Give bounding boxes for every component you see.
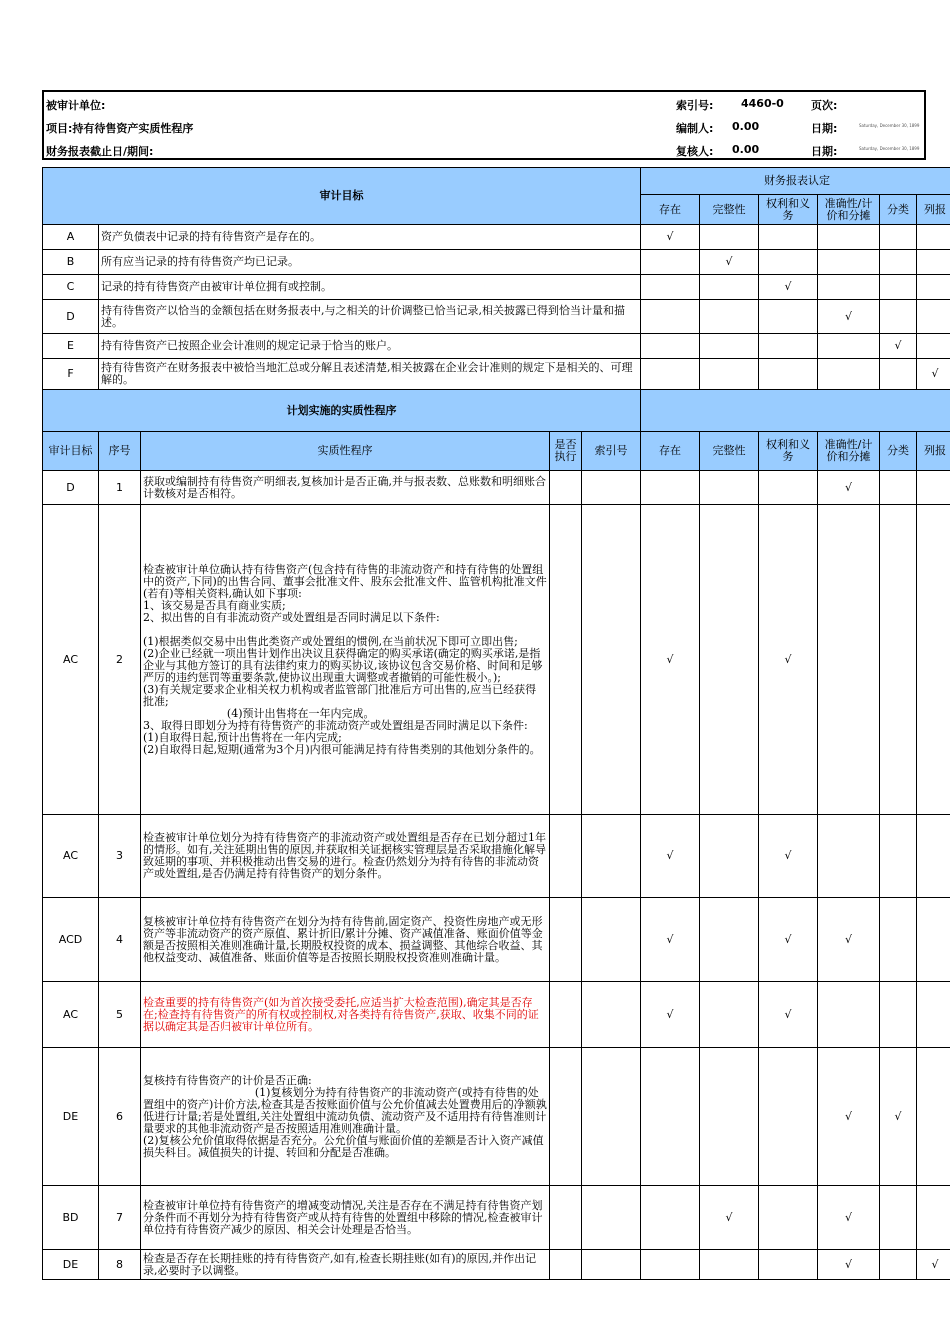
- check-cell: [917, 505, 950, 815]
- period-label: 财务报表截止日/期间:: [46, 145, 154, 158]
- procedure-text: 复核持有待售资产的计价是否正确: (1)复核划分为持有待售资产的非流动资产(或持有待售的处置组中的资产)计价方法,检查其是否按账面价值与公允价值减去处置费用后的净额孰低进行计量;若是处置组,关注处置组中流动负债、流动资产及不适用持有待售准则计量要求的其他非流动资产是否按照适用准则准确计量。 (2)复核公允价值取得依据是否充分。公允价值与账面价值的差额是否计入资产减值损失科目。减值损失的计提、转回和分配是否准确。: [141, 1048, 550, 1186]
- check-cell: [700, 1250, 759, 1280]
- exec-cell[interactable]: [550, 898, 582, 982]
- check-cell: [641, 471, 700, 505]
- index-label: 索引号:: [676, 99, 714, 112]
- assertion-header: 完整性: [700, 432, 759, 471]
- objective-text: 资产负债表中记录的持有待售资产是存在的。: [99, 225, 641, 250]
- procedure-text: 检查被审计单位持有待售资产的增减变动情况,关注是否存在不满足持有待售资产划分条件而不再划分为持有待售资产或从持有待售的处置组中移除的情况,检查被审计单位持有待售资产减少的原因、相关会计处理是否恰当。: [141, 1186, 550, 1250]
- check-cell: √: [759, 505, 818, 815]
- procedures-title-fill: [641, 390, 950, 432]
- procedure-row: [43, 1048, 950, 1186]
- check-cell: [880, 471, 917, 505]
- check-cell: [917, 471, 950, 505]
- check-cell: [917, 275, 950, 300]
- objective-code: D: [43, 300, 99, 334]
- procedure-objective: AC: [43, 815, 99, 898]
- preparer-label: 编制人:: [676, 122, 714, 135]
- check-cell: [759, 1250, 818, 1280]
- procedure-text: 检查是否存在长期挂账的持有待售资产,如有,检查长期挂账(如有)的原因,并作出记录,必要时予以调整。: [141, 1250, 550, 1280]
- check-cell: √: [700, 250, 759, 275]
- check-cell: [700, 471, 759, 505]
- procedures-title: 计划实施的实质性程序: [43, 390, 641, 432]
- procedure-row: [43, 1186, 950, 1250]
- procedure-objective: AC: [43, 505, 99, 815]
- index-cell[interactable]: [582, 471, 641, 505]
- objective-row: [43, 250, 950, 275]
- check-cell: √: [759, 898, 818, 982]
- check-cell: [818, 359, 880, 390]
- check-cell: [917, 1186, 950, 1250]
- check-cell: [880, 1186, 917, 1250]
- procedure-seq: 5: [99, 982, 141, 1048]
- procedure-objective: DE: [43, 1250, 99, 1280]
- exec-cell[interactable]: [550, 815, 582, 898]
- check-cell: [917, 225, 950, 250]
- date-label-1: 日期:: [811, 122, 838, 135]
- check-cell: [700, 815, 759, 898]
- check-cell: [700, 1048, 759, 1186]
- date-value-1: Saturday, December 30, 1899: [859, 123, 920, 128]
- procedure-seq: 7: [99, 1186, 141, 1250]
- check-cell: [759, 471, 818, 505]
- check-cell: √: [880, 1048, 917, 1186]
- index-cell[interactable]: [582, 1186, 641, 1250]
- procedure-objective: DE: [43, 1048, 99, 1186]
- index-cell[interactable]: [582, 1048, 641, 1186]
- check-cell: [759, 359, 818, 390]
- check-cell: √: [818, 1048, 880, 1186]
- objective-text: 所有应当记录的持有待售资产均已记录。: [99, 250, 641, 275]
- check-cell: √: [641, 225, 700, 250]
- check-cell: [700, 225, 759, 250]
- date-value-2: Saturday, December 30, 1899: [859, 146, 920, 151]
- col-proc-header: 实质性程序: [141, 432, 550, 471]
- check-cell: [818, 334, 880, 359]
- check-cell: [880, 300, 917, 334]
- objective-text: 持有待售资产已按照企业会计准则的规定记录于恰当的账户。: [99, 334, 641, 359]
- check-cell: [917, 250, 950, 275]
- check-cell: [818, 815, 880, 898]
- procedure-seq: 3: [99, 815, 141, 898]
- check-cell: √: [818, 898, 880, 982]
- procedure-objective: D: [43, 471, 99, 505]
- check-cell: [880, 275, 917, 300]
- check-cell: [641, 250, 700, 275]
- check-cell: [917, 815, 950, 898]
- header-block: [42, 90, 926, 160]
- index-cell[interactable]: [582, 898, 641, 982]
- procedure-text: 获取或编制持有待售资产明细表,复核加计是否正确,并与报表数、总账数和明细账合计数核对是否相符。: [141, 471, 550, 505]
- procedure-row: [43, 815, 950, 898]
- assertion-header: 权利和义务: [759, 195, 818, 225]
- check-cell: [641, 334, 700, 359]
- objective-row: [43, 334, 950, 359]
- check-cell: [818, 982, 880, 1048]
- procedure-seq: 6: [99, 1048, 141, 1186]
- check-cell: √: [641, 815, 700, 898]
- index-cell[interactable]: [582, 982, 641, 1048]
- project-label: 项目:持有待售资产实质性程序: [46, 122, 194, 135]
- objective-title: 审计目标: [43, 168, 641, 225]
- procedure-row: [43, 505, 950, 815]
- check-cell: [818, 250, 880, 275]
- check-cell: [641, 359, 700, 390]
- check-cell: [759, 300, 818, 334]
- procedure-table: [42, 167, 950, 1280]
- index-cell[interactable]: [582, 815, 641, 898]
- col-exec-header: 是否执行: [550, 432, 582, 471]
- check-cell: [641, 1048, 700, 1186]
- assertion-group-header: 财务报表认定: [641, 168, 950, 195]
- check-cell: [641, 275, 700, 300]
- procedure-text: 复核被审计单位持有待售资产在划分为持有待售前,固定资产、投资性房地产或无形资产等非流动资产的资产原值、累计折旧/累计分摊、资产减值准备、账面价值等金额是否按照相关准则准确计量,长期股权投资的成本、损益调整、其他综合收益、其他权益变动、减值准备、账面价值等是否按照长期股权投资准则准确计量。: [141, 898, 550, 982]
- check-cell: √: [641, 898, 700, 982]
- check-cell: [759, 250, 818, 275]
- exec-cell[interactable]: [550, 1048, 582, 1186]
- procedure-objective: AC: [43, 982, 99, 1048]
- objective-row: [43, 359, 950, 390]
- assertion-header: 权利和义务: [759, 432, 818, 471]
- check-cell: √: [759, 275, 818, 300]
- entity-label: 被审计单位:: [46, 99, 106, 112]
- check-cell: √: [818, 1250, 880, 1280]
- check-cell: √: [700, 1186, 759, 1250]
- exec-cell[interactable]: [550, 505, 582, 815]
- check-cell: [818, 505, 880, 815]
- procedure-text: 检查重要的持有待售资产(如为首次接受委托,应适当扩大检查范围),确定其是否存在;检查持有待售资产的所有权或控制权,对各类持有待售资产,获取、收集不同的证据以确定其是否归被审计单位所有。: [141, 982, 550, 1048]
- check-cell: √: [641, 982, 700, 1048]
- check-cell: [759, 1048, 818, 1186]
- assertion-header: 列报: [917, 432, 950, 471]
- objective-code: F: [43, 359, 99, 390]
- col-objective-header: 审计目标: [43, 432, 99, 471]
- exec-cell[interactable]: [550, 982, 582, 1048]
- procedure-objective: BD: [43, 1186, 99, 1250]
- check-cell: [917, 334, 950, 359]
- exec-cell[interactable]: [550, 1250, 582, 1280]
- assertion-header: 准确性/计价和分摊: [818, 195, 880, 225]
- check-cell: [880, 898, 917, 982]
- col-seq-header: 序号: [99, 432, 141, 471]
- check-cell: [700, 334, 759, 359]
- objective-row: [43, 300, 950, 334]
- check-cell: [880, 225, 917, 250]
- check-cell: [641, 1250, 700, 1280]
- objective-text: 持有待售资产以恰当的金额包括在财务报表中,与之相关的计价调整已恰当记录,相关披露已得到恰当计量和描述。: [99, 300, 641, 334]
- check-cell: [818, 225, 880, 250]
- objective-code: E: [43, 334, 99, 359]
- check-cell: [700, 275, 759, 300]
- check-cell: [700, 982, 759, 1048]
- exec-cell[interactable]: [550, 1186, 582, 1250]
- objective-text: 记录的持有待售资产由被审计单位拥有或控制。: [99, 275, 641, 300]
- assertion-header: 列报: [917, 195, 950, 225]
- procedure-row: [43, 1250, 950, 1280]
- check-cell: √: [818, 300, 880, 334]
- procedure-seq: 8: [99, 1250, 141, 1280]
- assertion-header: 存在: [641, 432, 700, 471]
- check-cell: √: [818, 471, 880, 505]
- index-value: 4460-0: [741, 97, 784, 110]
- check-cell: √: [759, 815, 818, 898]
- procedure-seq: 2: [99, 505, 141, 815]
- check-cell: [700, 300, 759, 334]
- reviewer-value: 0.00: [732, 143, 760, 156]
- check-cell: [700, 359, 759, 390]
- preparer-value: 0.00: [732, 120, 760, 133]
- check-cell: [759, 1186, 818, 1250]
- check-cell: [917, 898, 950, 982]
- check-cell: [759, 225, 818, 250]
- assertion-header: 分类: [880, 432, 917, 471]
- assertion-header: 完整性: [700, 195, 759, 225]
- assertion-header: 准确性/计价和分摊: [818, 432, 880, 471]
- check-cell: √: [880, 334, 917, 359]
- check-cell: √: [917, 359, 950, 390]
- objective-row: [43, 275, 950, 300]
- header-row-1: [44, 92, 924, 114]
- check-cell: [917, 300, 950, 334]
- check-cell: [880, 505, 917, 815]
- procedure-seq: 4: [99, 898, 141, 982]
- objective-code: C: [43, 275, 99, 300]
- procedure-row: [43, 898, 950, 982]
- col-index-header: 索引号: [582, 432, 641, 471]
- index-cell[interactable]: [582, 505, 641, 815]
- check-cell: [818, 275, 880, 300]
- check-cell: √: [818, 1186, 880, 1250]
- assertion-header: 分类: [880, 195, 917, 225]
- header-row-3: [44, 138, 924, 160]
- check-cell: [880, 1250, 917, 1280]
- date-label-2: 日期:: [811, 145, 838, 158]
- procedure-seq: 1: [99, 471, 141, 505]
- check-cell: √: [917, 1250, 950, 1280]
- check-cell: [917, 1048, 950, 1186]
- reviewer-label: 复核人:: [676, 145, 714, 158]
- objective-row: [43, 225, 950, 250]
- check-cell: [880, 250, 917, 275]
- procedure-text: 检查被审计单位确认持有待售资产(包含持有待售的非流动资产和持有待售的处置组中的资产,下同)的出售合同、董事会批准文件、股东会批准文件、监管机构批准文件(若有)等相关资料,确认如下事项: 1、该交易是否具有商业实质; 2、拟出售的自有非流动资产或处置组是否同时满足以下条件: (1)根据类似交易中出售此类资产或处置组的惯例,在当前状况下即可立即出售; (2)企业已经就一项出售计划作出决议且获得确定的购买承诺(确定的购买承诺,是指企业与其他方签订的具有法律约束力的购买协议,该协议包含交易价格、时间和足够严厉的违约惩罚等重要条款,使协议出现重大调整或者撤销的可能性极小。); (3)有关规定要求企业相关权力机构或者监管部门批准后方可出售的,应当已经获得批准; (4)预计出售将在一年内完成。 3、取得日即划分为持有待售资产的非流动资产或处置组是否同时满足以下条件: (1)自取得日起,预计出售将在一年内完成; (2)自取得日起,短期(通常为3个月)内很可能满足持有待售类别的其他划分条件的。: [141, 505, 550, 815]
- objective-text: 持有待售资产在财务报表中被恰当地汇总或分解且表述清楚,相关披露在企业会计准则的规定下是相关的、可理解的。: [99, 359, 641, 390]
- check-cell: [700, 505, 759, 815]
- procedure-objective: ACD: [43, 898, 99, 982]
- objective-code: A: [43, 225, 99, 250]
- check-cell: [917, 982, 950, 1048]
- assertion-header: 存在: [641, 195, 700, 225]
- check-cell: [759, 334, 818, 359]
- check-cell: √: [641, 505, 700, 815]
- check-cell: [880, 359, 917, 390]
- procedure-text: 检查被审计单位划分为持有待售资产的非流动资产或处置组是否存在已划分超过1年的情形。如有,关注延期出售的原因,并获取相关证据核实管理层是否采取措施化解导致延期的事项、并积极推动出售交易的进行。检查仍然划分为持有待售的非流动资产或处置组,是否仍满足持有待售资产的划分条件。: [141, 815, 550, 898]
- header-row-2: [44, 115, 924, 137]
- check-cell: [700, 898, 759, 982]
- check-cell: √: [759, 982, 818, 1048]
- page-label: 页次:: [811, 99, 838, 112]
- check-cell: [880, 815, 917, 898]
- objective-code: B: [43, 250, 99, 275]
- procedure-row: [43, 982, 950, 1048]
- check-cell: [641, 1186, 700, 1250]
- index-cell[interactable]: [582, 1250, 641, 1280]
- procedure-row: [43, 471, 950, 505]
- check-cell: [880, 982, 917, 1048]
- exec-cell[interactable]: [550, 471, 582, 505]
- check-cell: [641, 300, 700, 334]
